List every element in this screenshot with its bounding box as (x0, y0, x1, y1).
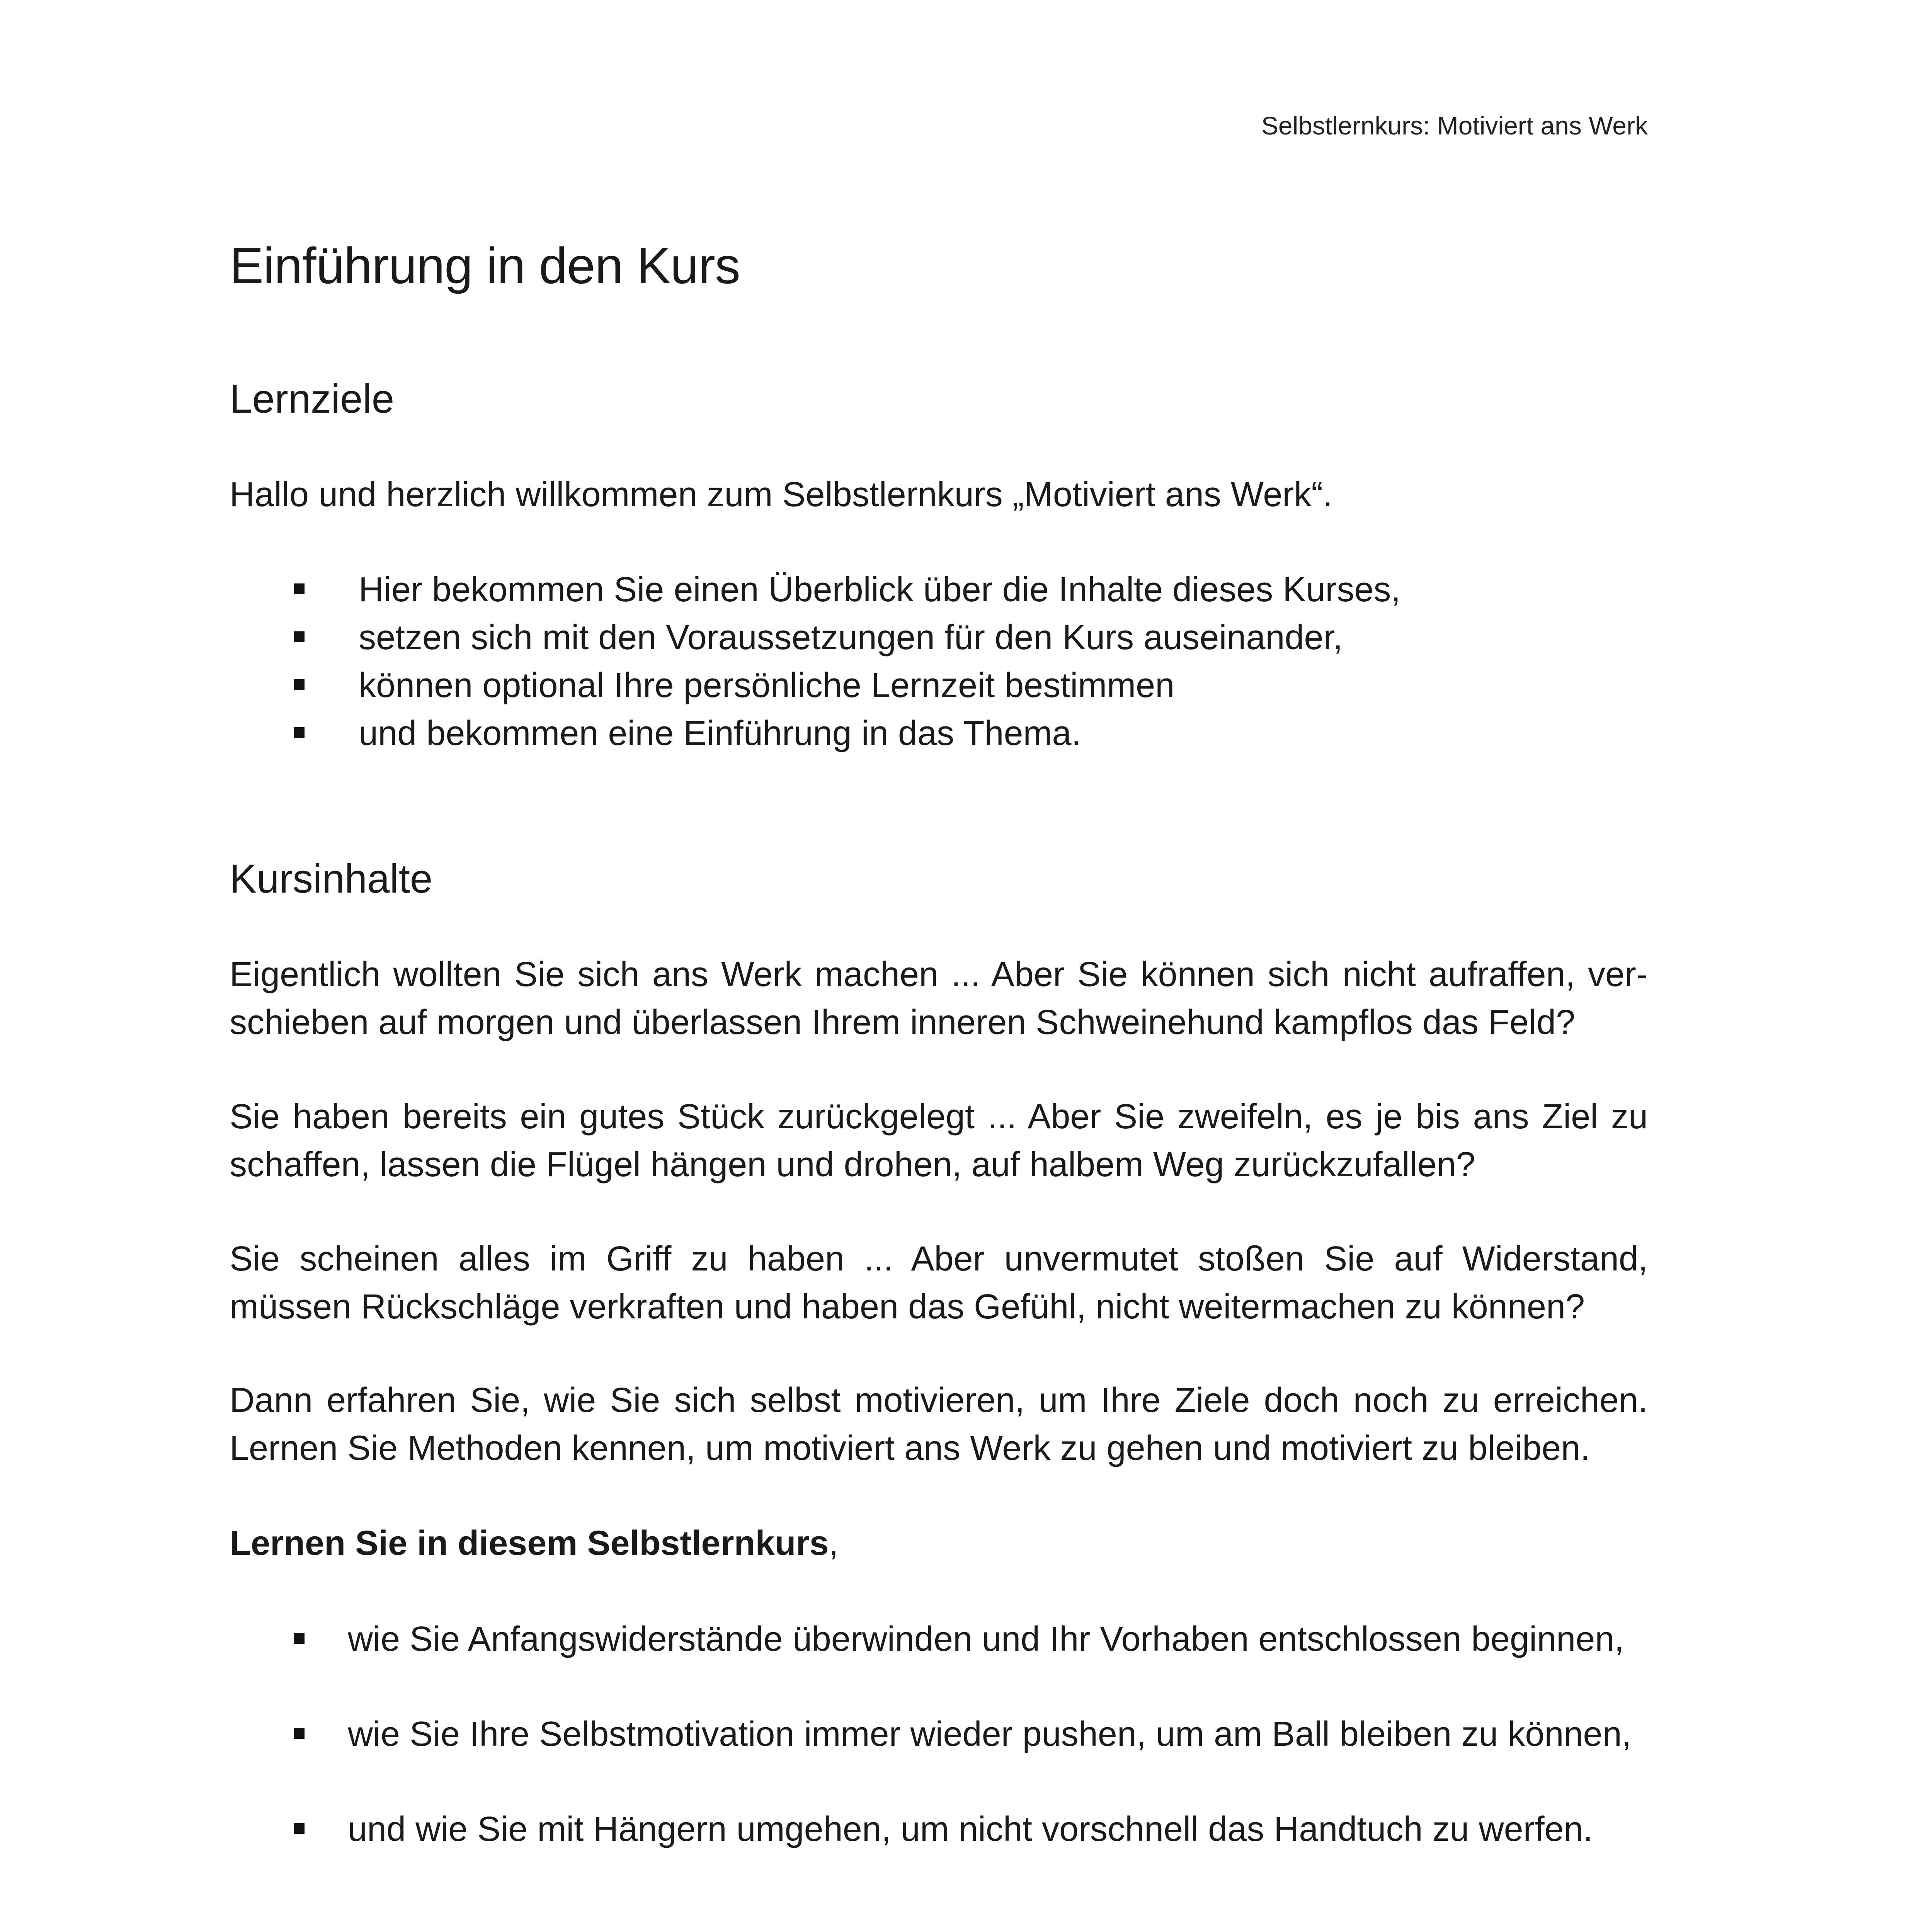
paragraph: Sie haben bereits ein gutes Stück zurückgelegt ... Aber Sie zweifeln, es je bis ans Ziel zu schaffen, lassen die Flügel hängen und drohen, auf halbem Weg zurückzufallen? (230, 1097, 1648, 1184)
paragraph: Sie scheinen alles im Griff zu haben ... Aber unvermutet stoßen Sie auf Widerstand, müssen Rückschläge verkraften und haben das Gefühl, nicht weitermachen zu können? (230, 1240, 1648, 1326)
bullet-icon (294, 631, 305, 642)
paragraph: Dann erfahren Sie, wie Sie sich selbst motivieren, um Ihre Ziele doch noch zu erreichen. Lernen Sie Methoden kennen, um motiviert ans Werk zu gehen und motiviert zu bleiben. (230, 1381, 1648, 1468)
bullet-icon (294, 1728, 305, 1739)
bullet-icon (294, 583, 305, 594)
section-heading-kursinhalte: Kursinhalte (230, 856, 433, 901)
section-heading-lernziele: Lernziele (230, 376, 395, 422)
paragraph: Eigentlich wollten Sie sich ans Werk machen ... Aber Sie können sich nicht aufraffen, verschieben auf morgen und überlassen Ihrem inneren Schweinehund kampflos das Feld? (230, 955, 1648, 1042)
running-header: Selbstlernkurs: Motiviert ans Werk (1261, 111, 1648, 140)
bullet-icon (294, 1633, 305, 1644)
learn-lead: Lernen Sie in diesem Selbstlernkurs, (230, 1524, 839, 1563)
page-title: Einführung in den Kurs (230, 237, 740, 294)
bullet-icon (294, 1823, 305, 1834)
bullet-icon (294, 727, 305, 738)
bullet-icon (294, 679, 305, 690)
document-page: Selbstlernkurs: Motiviert ans Werk Einführung in den Kurs Lernziele Hallo und herzlich willkommen zum Selbstlernkurs „Motiviert ans Werk“. Hier bekommen Sie einen Überblick über die Inhalte dieses Kurses, setzen sich mit den Voraussetzungen für den Kurs auseinander, können optional Ihre persönliche Lernzeit bestimmen und bekommen eine Einführung in das Thema. Kursinhalte Eigentlich wollten Sie sich ans Werk machen ... Aber Sie können sich nicht aufraffen, verschieben auf morgen und überlassen Ihrem inneren Schweinehund kampflos das Feld? Sie haben bereits ein gutes Stück zurückgelegt ... Aber Sie zweifeln, es je bis ans Ziel zu schaffen, lassen die Flügel hängen und drohen, auf halbem Weg zurückzufallen? Sie scheinen alles im Griff zu haben ... Aber unvermutet stoßen Sie auf Widerstand, müssen Rückschläge verkraften und haben das Gefühl, nicht weitermachen zu können? Dann erfahren Sie, wie Sie sich selbst motivieren, um Ihre Ziele doch noch zu erreichen. Lernen Sie Methoden kennen, um motiviert ans Werk zu gehen und motiviert zu bleiben. Lernen Sie in diesem Selbstlernkurs, wie Sie Anfangswiderstände überwinden und Ihr Vorhaben entschlossen beginnen, wie Sie Ihre Selbstmotivation immer wieder pushen, um am Ball bleiben zu können, und wie Sie mit Hängern umgehen, um nicht vorschnell das Handtuch zu werfen. (230, 111, 1648, 1849)
intro-paragraph: Hallo und herzlich willkommen zum Selbstlernkurs „Motiviert ans Werk“. (230, 475, 1333, 514)
